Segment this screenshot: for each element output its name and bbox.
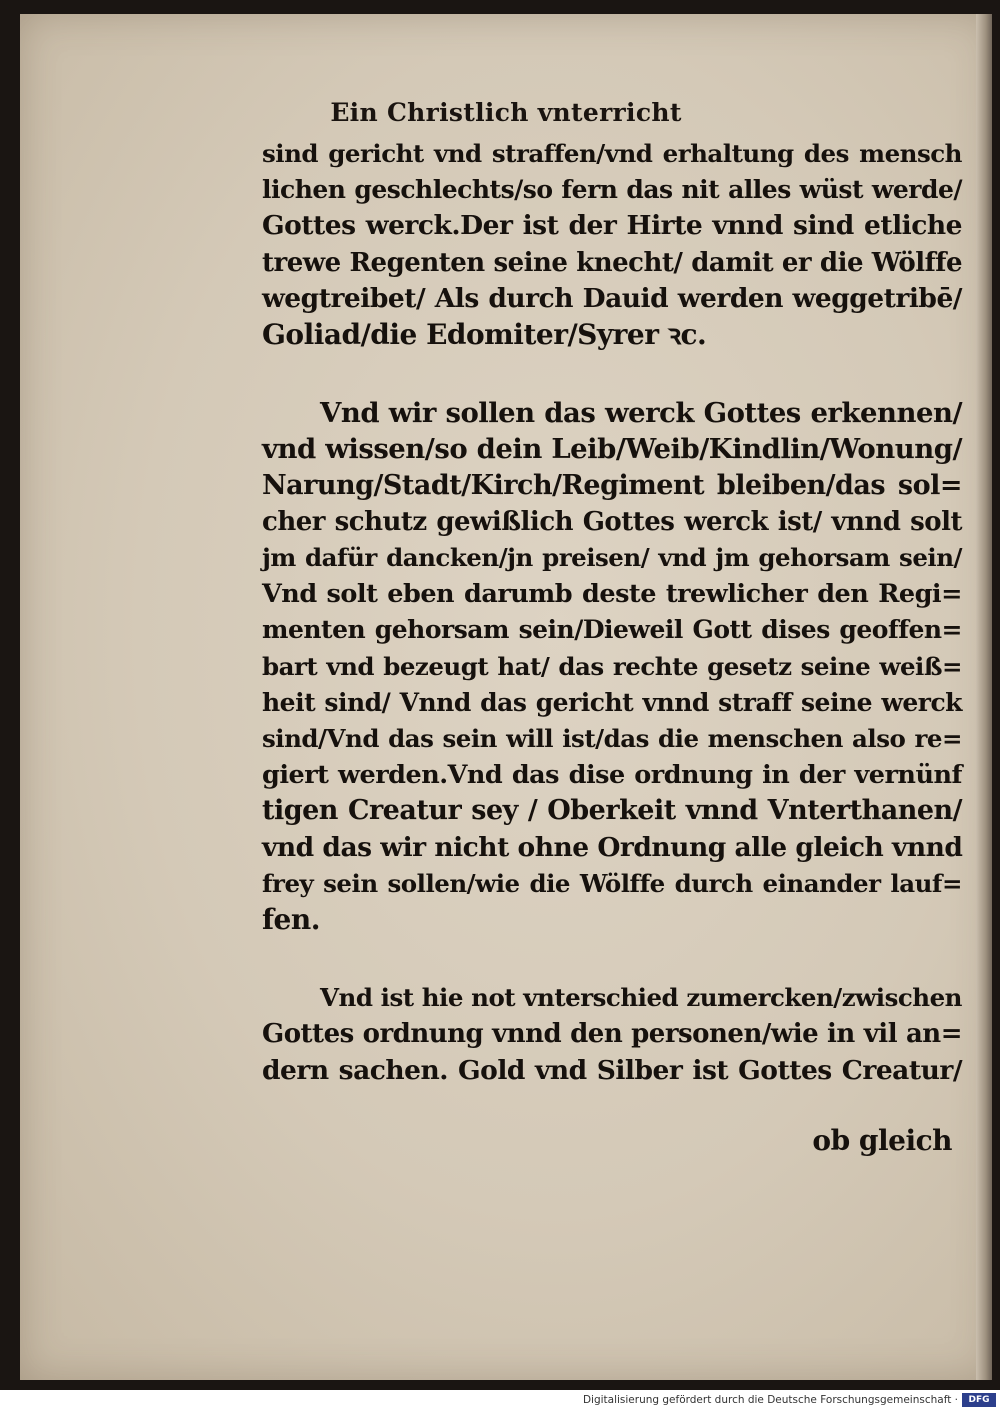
- text-line: bart vnd bezeugt hat/ das rechte gesetz seine weiß=: [262, 651, 962, 681]
- paragraph-3: [262, 980, 962, 1089]
- paragraph-1: [262, 136, 962, 353]
- dfg-logo-icon: DFG: [962, 1393, 996, 1407]
- text-line: Gottes werck.Der ist der Hirte vnnd sind etliche: [262, 210, 962, 242]
- text-line: sind/Vnd das sein will ist/das die menschen also re=: [262, 724, 962, 754]
- running-head: Ein Christlich vnterricht: [330, 98, 682, 127]
- text-line: jm dafür dancken/jn preisen/ vnd jm gehorsam sein/: [262, 543, 962, 573]
- text-line: dern sachen. Gold vnd Silber ist Gottes Creatur/: [262, 1054, 962, 1086]
- text-line: frey sein sollen/wie die Wölffe durch einander lauf=: [262, 868, 962, 898]
- page-edge-shadow: [976, 14, 992, 1380]
- footer-credit: Digitalisierung gefördert durch die Deutsche Forschungsgemeinschaft ·: [582, 1394, 958, 1406]
- catchword: ob gleich: [812, 1124, 952, 1157]
- text-line: giert werden.Vnd das dise ordnung in der vernünf: [262, 760, 962, 791]
- text-line: vnd wissen/so dein Leib/Weib/Kindlin/Wonung/: [262, 433, 962, 466]
- text-line: menten gehorsam sein/Dieweil Gott dises geoffen=: [262, 615, 962, 645]
- text-line: fen.: [262, 903, 320, 937]
- text-line: Goliad/die Edomiter/Syrer ꝛc.: [262, 318, 707, 352]
- text-line: trewe Regenten seine knecht/ damit er die Wölffe: [262, 247, 962, 278]
- text-block: [262, 136, 962, 1089]
- text-line: sind gericht vnd straffen/vnd erhaltung des mensch: [262, 139, 962, 168]
- text-line: cher schutz gewißlich Gottes werck ist/ vnnd solt: [262, 506, 962, 537]
- text-line: Vnd ist hie not vnterschied zumercken/zwischen: [320, 983, 962, 1013]
- text-line: Narung/Stadt/Kirch/Regiment bleiben/das sol=: [262, 469, 962, 501]
- text-line: wegtreibet/ Als durch Dauid werden weggetribē/: [262, 282, 962, 314]
- text-line: Vnd solt eben darumb deste trewlicher den Regi=: [262, 579, 962, 610]
- text-line: lichen geschlechts/so fern das nit alles wüst werde/: [262, 175, 962, 205]
- paragraph-2: [262, 395, 962, 938]
- text-line: heit sind/ Vnnd das gericht vnnd straff seine werck: [262, 687, 962, 717]
- text-line: tigen Creatur sey / Oberkeit vnnd Vnterthanen/: [262, 795, 962, 827]
- text-line: Vnd wir sollen das werck Gottes erkennen/: [320, 397, 962, 430]
- text-line: Gottes ordnung vnnd den personen/wie in vil an=: [262, 1019, 962, 1050]
- text-line: vnd das wir nicht ohne Ordnung alle gleich vnnd: [262, 831, 963, 863]
